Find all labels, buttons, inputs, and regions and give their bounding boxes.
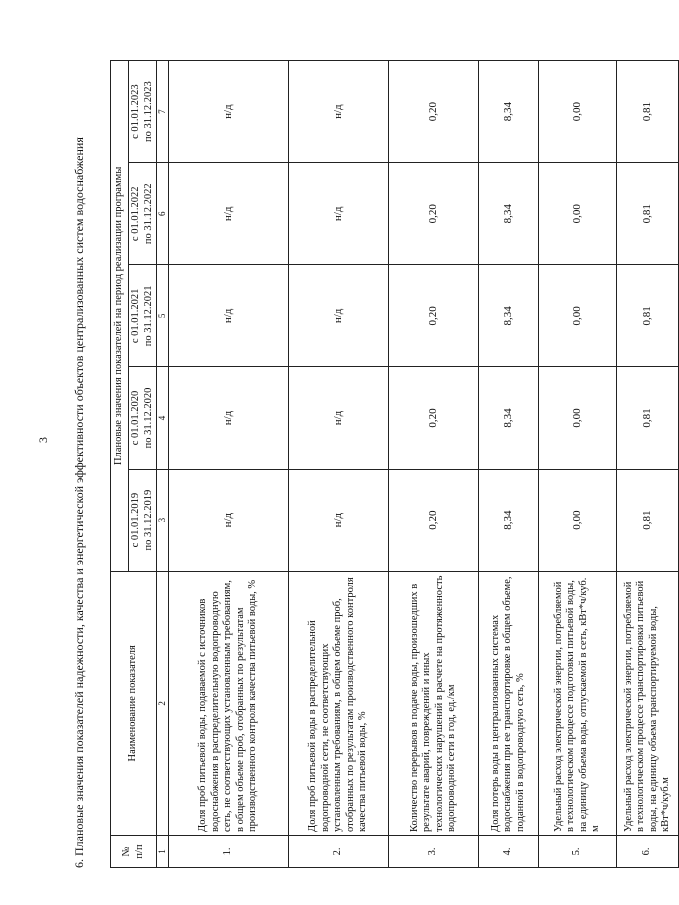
indicator-value: н/д (289, 163, 389, 265)
table-row (539, 61, 617, 868)
period-label: с 01.01.2019 по 31.12.2019 (130, 489, 154, 551)
indicator-value: н/д (169, 61, 289, 163)
indicator-value: н/д (169, 265, 289, 367)
indicator-name: Удельный расход электрической энергии, потребляемой в технологическом процессе транспортировки питьевой воды, на единицу объема транспортируемой воды, кВт*ч/куб.м (617, 571, 679, 835)
col-header-group (111, 61, 129, 572)
indicator-name: Доля потерь воды в централизованных системах водоснабжения при ее транспортировке в общем объеме, поданной в водопроводную сеть, % (479, 571, 539, 835)
period-label: с 01.01.2022 по 31.12.2022 (130, 183, 154, 245)
col-header-period-3 (129, 265, 157, 367)
row-number: 3. (389, 835, 479, 867)
indicator-value: 8,34 (479, 469, 539, 571)
col-header-period-4 (129, 163, 157, 265)
indicator-value: н/д (289, 367, 389, 469)
col-header-name (111, 571, 157, 835)
rotated-page-content (72, 38, 671, 868)
indicator-value: 0,20 (389, 469, 479, 571)
row-number: 4. (479, 835, 539, 867)
col-header-period-1 (129, 469, 157, 571)
indicator-value: 8,34 (479, 163, 539, 265)
col-index: 4 (157, 367, 169, 469)
indicator-value: н/д (169, 163, 289, 265)
indicator-value: 0,81 (617, 265, 679, 367)
section-heading: 6. Плановые значения показателей надежности, качества и энергетической эффективности объектов централизованных систем водоснабжения (72, 137, 86, 868)
col-index: 3 (157, 469, 169, 571)
indicator-value: 8,34 (479, 61, 539, 163)
indicator-value: 0,00 (539, 163, 617, 265)
indicator-value: 8,34 (479, 265, 539, 367)
indicator-value: 0,20 (389, 61, 479, 163)
table-row (289, 61, 389, 868)
table-row (169, 61, 289, 868)
indicator-name: Количество перерывов в подаче воды, произошедших в результате аварий, повреждений и иных технологических нарушений в расчете на протяженность водопроводной сети в год, ед./км (389, 571, 479, 835)
period-label: с 01.01.2023 по 31.12.2023 (130, 81, 154, 142)
col-header-number-label: № п/п (121, 844, 145, 859)
col-header-group-label: Плановые значения показателей на период реализации программы (113, 166, 125, 465)
col-index: 5 (157, 265, 169, 367)
col-header-name-label: Наименование показателя (127, 645, 139, 762)
indicator-value: 0,81 (617, 61, 679, 163)
indicator-value: н/д (169, 469, 289, 571)
indicator-value: н/д (289, 61, 389, 163)
col-index: 7 (157, 61, 169, 163)
col-header-number (111, 835, 157, 867)
table-row (479, 61, 539, 868)
indicator-value: н/д (289, 265, 389, 367)
indicator-value: 0,81 (617, 367, 679, 469)
row-number: 1. (169, 835, 289, 867)
indicator-name: Доля проб питьевой воды, подаваемой с источников водоснабжения в распределительную водопроводную сеть, не соответствующих установленным требованиям, в общем объеме проб, отобранных по результатам производственного контроля качества питьевой воды, % (169, 571, 289, 835)
indicator-value: 0,20 (389, 367, 479, 469)
period-label: с 01.01.2020 по 31.12.2020 (130, 387, 154, 449)
row-number: 6. (617, 835, 679, 867)
col-index: 2 (157, 571, 169, 835)
indicator-value: 0,00 (539, 367, 617, 469)
indicator-value: 0,00 (539, 469, 617, 571)
indicator-value: 0,20 (389, 265, 479, 367)
indicator-value: 0,81 (617, 163, 679, 265)
page-number: 3 (36, 437, 50, 443)
indicator-value: 8,34 (479, 367, 539, 469)
col-header-period-2 (129, 367, 157, 469)
period-label: с 01.01.2021 по 31.12.2021 (130, 285, 154, 347)
indicator-value: 0,20 (389, 163, 479, 265)
table-row (389, 61, 479, 868)
indicator-value: 0,00 (539, 265, 617, 367)
col-index: 6 (157, 163, 169, 265)
indicators-table (110, 60, 679, 868)
row-number: 5. (539, 835, 617, 867)
indicator-value: 0,00 (539, 61, 617, 163)
indicator-value: н/д (169, 367, 289, 469)
table-row (617, 61, 679, 868)
indicator-value: 0,81 (617, 469, 679, 571)
indicator-name: Удельный расход электрической энергии, потребляемой в технологическом процессе подготовки питьевой воды, на единицу объема воды, отпускаемой в сеть, кВт*ч/куб. м (539, 571, 617, 835)
col-index: 1 (157, 835, 169, 867)
indicator-name: Доля проб питьевой воды в распределительной водопроводной сети, не соответствующих установленным требованиям, в общем объеме проб, отобранных по результатам производственного контроля качества питьевой воды, % (289, 571, 389, 835)
col-header-period-5 (129, 61, 157, 163)
indicator-value: н/д (289, 469, 389, 571)
row-number: 2. (289, 835, 389, 867)
